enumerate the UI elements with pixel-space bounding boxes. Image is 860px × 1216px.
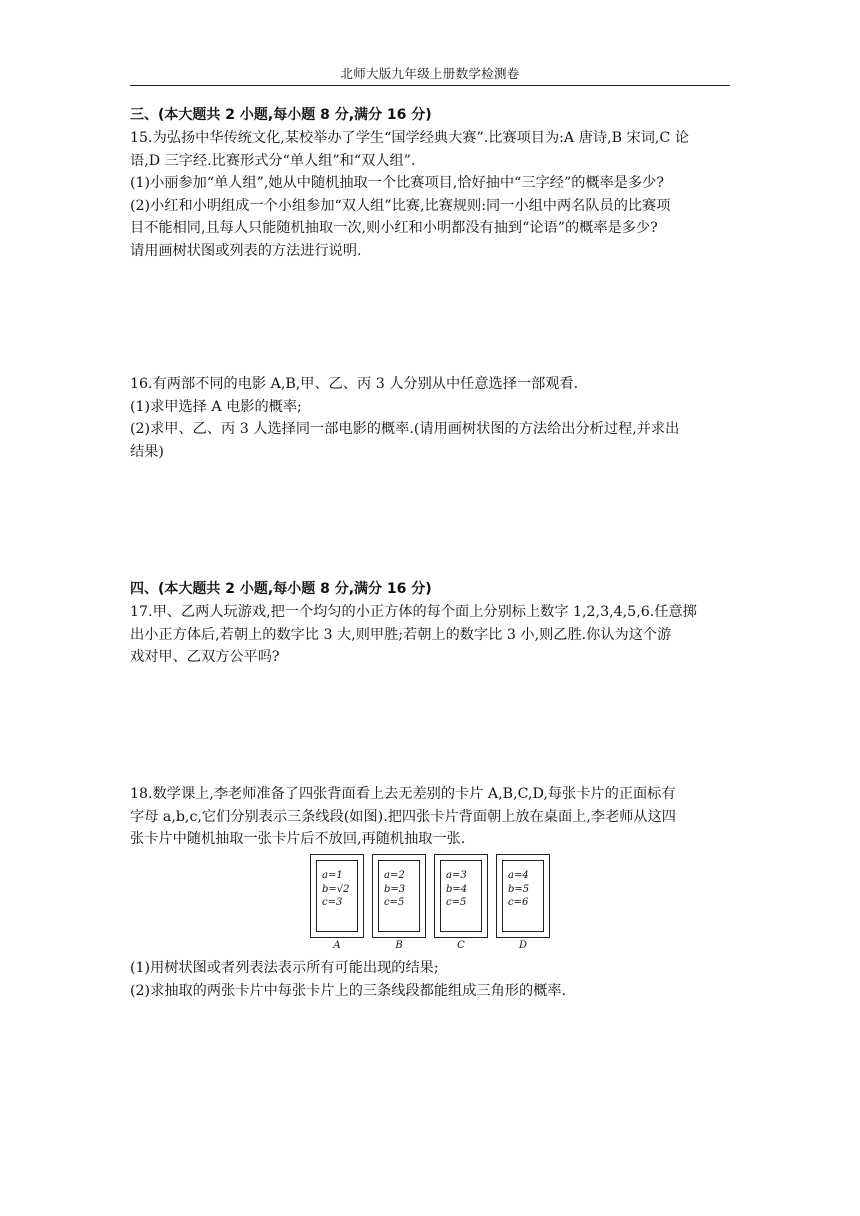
card-label: D: [518, 940, 528, 951]
card-a: [310, 854, 364, 938]
card-a-value: a=3: [446, 870, 467, 881]
question-18-line: 张卡片中随机抽取一张卡片后不放回,再随机抽取一张.: [130, 831, 466, 847]
question-18-part: (1)用树状图或者列表法表示所有可能出现的结果;: [130, 960, 439, 976]
card-a-value: a=4: [508, 870, 529, 881]
card-a-value: a=1: [322, 870, 343, 881]
question-18-line: 字母 a,b,c,它们分别表示三条线段(如图).把四张卡片背面朝上放在桌面上,李老师从这四: [130, 808, 676, 825]
question-17-line: 17.甲、乙两人玩游戏,把一个均匀的小正方体的每个面上分别标上数字 1,2,3,4,5,6.任意掷: [130, 604, 697, 620]
card-c-value: c=6: [508, 897, 529, 908]
question-15-line: 目不能相同,且每人只能随机抽取一次,则小红和小明都没有抽到“论语”的概率是多少?: [130, 220, 658, 236]
card-values: [508, 869, 529, 910]
card-b-value: b=√2: [322, 883, 350, 895]
question-17-line: 戏对甲、乙双方公平吗?: [130, 649, 280, 665]
card-label: C: [457, 940, 465, 951]
card-values: [446, 869, 467, 910]
question-15-line: 语,D 三字经.比赛形式分“单人组”和“双人组”.: [130, 152, 416, 169]
question-18: [130, 783, 730, 851]
card-label: A: [333, 940, 341, 951]
question-16-line: 结果): [130, 443, 164, 460]
question-15: [130, 127, 730, 262]
header-divider: [130, 85, 730, 86]
card-b-value: b=4: [446, 883, 468, 895]
question-16-line: 16.有两部不同的电影 A,B,甲、乙、丙 3 人分别从中任意选择一部观看.: [130, 376, 579, 392]
card-c-value: c=5: [446, 897, 467, 908]
card-b-value: b=5: [508, 883, 530, 895]
question-17-line: 出小正方体后,若朝上的数字比 3 大,则甲胜;若朝上的数字比 3 小,则乙胜.你认为这个游: [130, 626, 672, 643]
card-b: [372, 854, 426, 938]
question-16-line: (2)求甲、乙、丙 3 人选择同一部电影的概率.(请用画树状图的方法给出分析过程,并求出: [130, 421, 680, 437]
section-3: [130, 104, 730, 127]
card-label: B: [395, 940, 403, 951]
card-a-value: a=2: [384, 870, 405, 881]
card-c: [434, 854, 488, 938]
question-15-line: 15.为弘扬中华传统文化,某校举办了学生“国学经典大赛”.比赛项目为:A 唐诗,B 宋词,C 论: [130, 130, 689, 146]
card-b-value: b=3: [384, 883, 406, 895]
question-15-line: (2)小红和小明组成一个小组参加“双人组”比赛,比赛规则:同一小组中两名队员的比赛项: [130, 197, 671, 214]
question-18-part: (2)求抽取的两张卡片中每张卡片上的三条线段都能组成三角形的概率.: [130, 982, 567, 999]
section-4-title: 四、(本大题共 2 小题,每小题 8 分,满分 16 分): [130, 581, 432, 597]
section-3-title: 三、(本大题共 2 小题,每小题 8 分,满分 16 分): [130, 107, 432, 123]
card-c-value: c=3: [322, 897, 343, 908]
card-values: [384, 869, 405, 910]
question-18-parts: [130, 957, 730, 1002]
question-15-line: (1)小丽参加“单人组”,她从中随机抽取一个比赛项目,恰好抽中“三字经”的概率是多少?: [130, 175, 664, 191]
card-d: [496, 854, 550, 938]
card-c-value: c=5: [384, 897, 405, 908]
question-16: [130, 373, 730, 463]
cards-figure: [310, 854, 562, 954]
page-header-title: 北师大版九年级上册数学检测卷: [340, 66, 520, 81]
question-16-line: (1)求甲选择 A 电影的概率;: [130, 398, 302, 415]
question-18-line: 18.数学课上,李老师准备了四张背面看上去无差别的卡片 A,B,C,D,每张卡片的正面标有: [130, 786, 676, 802]
card-values: [322, 869, 350, 910]
section-4: [130, 578, 730, 601]
question-17: [130, 601, 730, 669]
question-15-line: 请用画树状图或列表的方法进行说明.: [130, 242, 362, 259]
